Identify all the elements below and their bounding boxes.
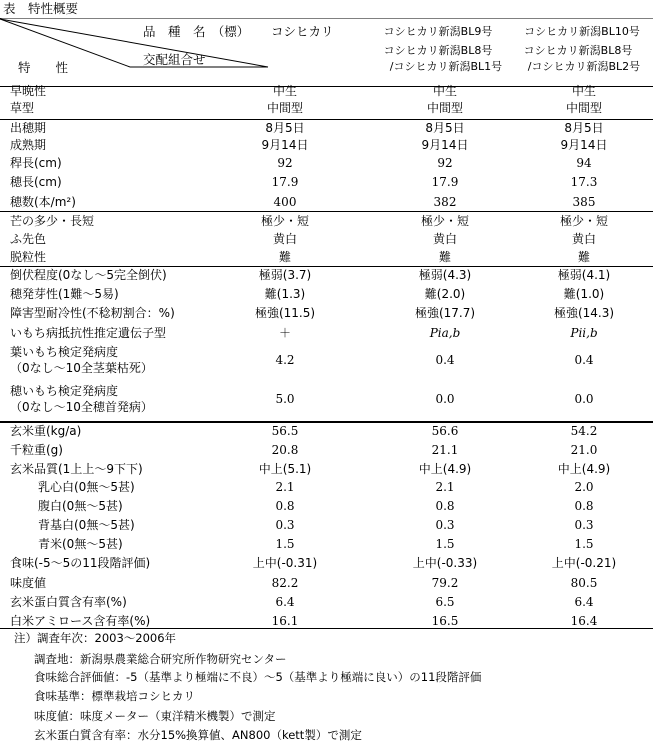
value-cell-standard: 0.8 bbox=[275, 499, 295, 513]
value-cell-bl10: 0.0 bbox=[574, 392, 594, 406]
value-cell-bl10: 1.5 bbox=[574, 537, 594, 551]
value-cell-bl9: 56.6 bbox=[431, 424, 459, 438]
value-cell-bl9: 中生 bbox=[432, 84, 457, 98]
value-cell-bl9: 17.9 bbox=[431, 175, 459, 189]
value-cell-bl9: 極強(17.7) bbox=[414, 306, 476, 320]
value-cell-standard: 92 bbox=[277, 156, 293, 170]
trait-name: 玄米蛋白質含有率(%) bbox=[10, 595, 127, 609]
value-cell-standard: 9月14日 bbox=[261, 138, 309, 152]
trait-name: 玄米品質(1上上～9下下) bbox=[10, 462, 143, 476]
value-cell-bl10: 385 bbox=[572, 195, 596, 209]
value-cell-bl10: 9月14日 bbox=[560, 138, 608, 152]
line-2-cross-1: コシヒカリ新潟BL8号 bbox=[523, 44, 633, 57]
value-cell-bl10: 極強(14.3) bbox=[553, 306, 615, 320]
value-cell-bl9: 1.5 bbox=[435, 537, 455, 551]
value-cell-standard: 0.3 bbox=[275, 518, 295, 532]
value-cell-bl10: 8月5日 bbox=[564, 121, 604, 135]
value-cell-bl9: 8月5日 bbox=[425, 121, 465, 135]
value-cell-bl9: 極弱(4.3) bbox=[418, 268, 472, 282]
value-cell-bl10: 極少・短 bbox=[559, 214, 608, 228]
value-cell-bl9: 382 bbox=[433, 195, 457, 209]
value-cell-bl10: 0.4 bbox=[574, 353, 594, 367]
trait-name: 成熟期 bbox=[10, 138, 47, 152]
value-cell-bl9: 79.2 bbox=[431, 576, 459, 590]
value-cell-bl10: 極弱(4.1) bbox=[557, 268, 611, 282]
value-cell-bl10: 難(1.0) bbox=[563, 287, 605, 301]
value-cell-bl9: 難 bbox=[438, 250, 451, 264]
trait-name: 葉いもち検定発病度 bbox=[10, 345, 119, 359]
value-cell-standard: 82.2 bbox=[271, 576, 299, 590]
value-cell-standard: 難(1.3) bbox=[264, 287, 306, 301]
trait-name: 倒伏程度(0なし～5完全倒伏) bbox=[10, 268, 167, 282]
value-cell-bl10: 難 bbox=[577, 250, 590, 264]
trait-name-detail: （0なし～10全茎葉枯死） bbox=[10, 361, 153, 375]
value-cell-standard: 極少・短 bbox=[260, 214, 309, 228]
value-cell-bl10: 0.8 bbox=[574, 499, 594, 513]
value-cell-bl10: 黄白 bbox=[571, 232, 596, 246]
value-cell-standard: 黄白 bbox=[272, 232, 297, 246]
trait-name: 腹白(0無～5甚) bbox=[38, 499, 123, 513]
value-cell-standard: 2.1 bbox=[275, 480, 295, 494]
line-2-cross-2: /コシヒカリ新潟BL2号 bbox=[527, 60, 641, 73]
value-cell-bl10: 上中(-0.21) bbox=[551, 556, 617, 570]
trait-name: 穂数(本/m²) bbox=[10, 195, 76, 209]
value-cell-standard: 17.9 bbox=[271, 175, 299, 189]
value-cell-standard: 中生 bbox=[272, 84, 297, 98]
value-cell-bl10: 0.3 bbox=[574, 518, 594, 532]
value-cell-standard: 極弱(3.7) bbox=[258, 268, 312, 282]
value-cell-bl9: 中上(4.9) bbox=[418, 462, 472, 476]
value-cell-bl9: 0.0 bbox=[435, 392, 455, 406]
trait-name: ふ先色 bbox=[10, 232, 47, 246]
trait-name: 乳心白(0無～5甚) bbox=[38, 480, 135, 494]
value-cell-bl9: 上中(-0.33) bbox=[412, 556, 478, 570]
value-cell-bl10: 54.2 bbox=[570, 424, 598, 438]
trait-label: 特 性 bbox=[18, 60, 69, 75]
value-cell-bl10: 80.5 bbox=[570, 576, 598, 590]
value-cell-bl9: 中間型 bbox=[426, 101, 463, 115]
value-cell-bl9: Pia,b bbox=[429, 326, 461, 340]
value-cell-standard: 56.5 bbox=[271, 424, 299, 438]
line-1-cross-2: /コシヒカリ新潟BL1号 bbox=[389, 60, 503, 73]
value-cell-standard: 極強(11.5) bbox=[254, 306, 316, 320]
variety-name-label: 品 種 名 （標） bbox=[143, 24, 250, 39]
value-cell-standard: 中上(5.1) bbox=[258, 462, 312, 476]
value-cell-bl9: 0.4 bbox=[435, 353, 455, 367]
value-cell-standard: 400 bbox=[273, 195, 297, 209]
trait-name: 玄米重(kg/a) bbox=[10, 424, 82, 438]
value-cell-bl10: 17.3 bbox=[570, 175, 598, 189]
line-2-name: コシヒカリ新潟BL10号 bbox=[524, 25, 640, 38]
value-cell-bl10: 2.0 bbox=[574, 480, 594, 494]
value-cell-bl9: 極少・短 bbox=[420, 214, 469, 228]
value-cell-bl9: 難(2.0) bbox=[424, 287, 466, 301]
trait-name: 早晩性 bbox=[10, 84, 47, 98]
value-cell-standard: 8月5日 bbox=[265, 121, 305, 135]
value-cell-bl9: 0.8 bbox=[435, 499, 455, 513]
value-cell-standard: 難 bbox=[278, 250, 291, 264]
value-cell-bl10: 94 bbox=[576, 156, 592, 170]
value-cell-standard: 1.5 bbox=[275, 537, 295, 551]
value-cell-bl10: 中生 bbox=[571, 84, 596, 98]
value-cell-standard: 4.2 bbox=[275, 353, 295, 367]
value-cell-standard: 5.0 bbox=[275, 392, 295, 406]
note-line: 玄米蛋白質含有率：水分15%換算値、AN800（kett製）で測定 bbox=[34, 728, 362, 742]
value-cell-bl9: 21.1 bbox=[431, 443, 459, 457]
trait-name: 背基白(0無～5甚) bbox=[38, 518, 135, 532]
trait-name: 出穂期 bbox=[10, 121, 47, 135]
trait-name-detail: （0なし～10全穂首発病） bbox=[10, 400, 153, 414]
trait-name: いもち病抵抗性推定遺伝子型 bbox=[10, 326, 167, 340]
trait-name: 味度値 bbox=[10, 576, 47, 590]
table-header bbox=[0, 18, 653, 86]
note-line: 注）調査年次：2003～2006年 bbox=[14, 631, 177, 645]
note-line: 味度値：味度メーター（東洋精米機製）で測定 bbox=[34, 709, 276, 723]
standard-variety-name: コシヒカリ bbox=[271, 24, 334, 39]
value-cell-standard: 6.4 bbox=[275, 595, 295, 609]
trait-name: 稈長(cm) bbox=[10, 156, 62, 170]
trait-name: 草型 bbox=[10, 101, 35, 115]
value-cell-bl10: 16.4 bbox=[570, 614, 598, 628]
value-cell-bl10: Pii,b bbox=[570, 326, 598, 340]
value-cell-bl10: 6.4 bbox=[574, 595, 594, 609]
value-cell-bl9: 6.5 bbox=[435, 595, 455, 609]
table-bottom-rule bbox=[0, 628, 653, 629]
value-cell-standard: 20.8 bbox=[271, 443, 299, 457]
trait-name: 千粒重(g) bbox=[10, 443, 63, 457]
trait-name: 脱粒性 bbox=[10, 250, 47, 264]
row-rule bbox=[0, 211, 653, 212]
line-1-name: コシヒカリ新潟BL9号 bbox=[383, 25, 493, 38]
value-cell-bl10: 中上(4.9) bbox=[557, 462, 611, 476]
trait-name: 青米(0無～5甚) bbox=[38, 537, 123, 551]
trait-name: 芒の多少・長短 bbox=[10, 214, 95, 228]
line-1-cross-1: コシヒカリ新潟BL8号 bbox=[383, 44, 493, 57]
cross-combination-label: 交配組合せ bbox=[143, 52, 206, 67]
value-cell-bl10: 中間型 bbox=[565, 101, 602, 115]
note-line: 食味総合評価値：-5（基準より極端に不良）～5（基準より極端に良い）の11段階評価 bbox=[34, 670, 482, 684]
table-caption: 表 特性概要 bbox=[3, 1, 79, 16]
value-cell-bl10: 21.0 bbox=[570, 443, 598, 457]
note-line: 調査地：新潟県農業総合研究所作物研究センター bbox=[34, 652, 287, 666]
trait-name: 白米アミロース含有率(%) bbox=[10, 614, 151, 628]
value-cell-standard: 上中(-0.31) bbox=[252, 556, 318, 570]
trait-name: 食味(-5～5の11段階評価) bbox=[10, 556, 151, 570]
trait-name: 穂長(cm) bbox=[10, 175, 62, 189]
value-cell-bl9: 2.1 bbox=[435, 480, 455, 494]
value-cell-bl9: 黄白 bbox=[432, 232, 457, 246]
value-cell-bl9: 16.5 bbox=[431, 614, 459, 628]
value-cell-standard: 16.1 bbox=[271, 614, 299, 628]
value-cell-bl9: 9月14日 bbox=[421, 138, 469, 152]
value-cell-standard: 中間型 bbox=[266, 101, 303, 115]
value-cell-bl9: 92 bbox=[437, 156, 453, 170]
trait-name: 穂発芽性(1難～5易) bbox=[10, 287, 119, 301]
value-cell-standard: ＋ bbox=[278, 326, 291, 340]
trait-name: 穂いもち検定発病度 bbox=[10, 384, 119, 398]
trait-name: 障害型耐冷性(不稔籾割合：%) bbox=[10, 306, 175, 320]
note-line: 食味基準：標準栽培コシヒカリ bbox=[34, 689, 195, 703]
value-cell-bl9: 0.3 bbox=[435, 518, 455, 532]
